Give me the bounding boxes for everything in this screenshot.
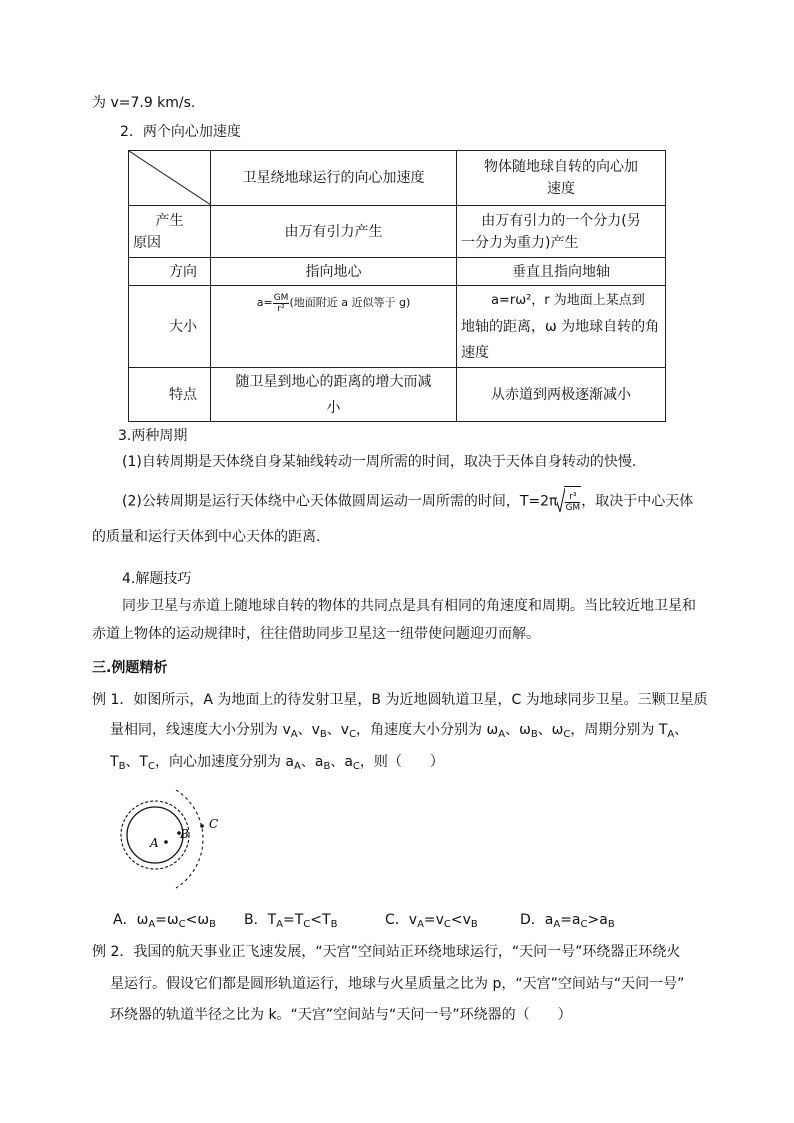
row-label-feature: 特点: [129, 368, 211, 422]
example2-line1: 例 2．我国的航天事业正飞速发展，“天宫”空间站正环绕地球运行，“天问一号”环绕器正环绕火: [92, 944, 681, 960]
example1-line2: 量相同，线速度大小分别为 $v_A$、$v_B$、$v_C$，角速度大小分别为 $\omega_A$、$\omega_B$、$\omega_C$，周期分别为 $T_A$、: [110, 722, 689, 740]
row-label-direction: 方向: [129, 258, 211, 286]
example1-line3: $T_B$、$T_C$，向心加速度分别为 $a_A$、$a_B$、$a_C$，则（ ）: [110, 754, 444, 772]
label-b: B: [180, 827, 189, 841]
option-b[interactable]: B．$T_A=T_C<T_B$: [244, 912, 338, 930]
paragraph-orbital-period: (2)公转周期是运行天体绕中心天体做圆周运动一周所需的时间，T=2π $\frac{\text{r³}}{GM}$ ，取决于中心天体: [122, 486, 693, 517]
direction-satellite: 指向地心: [211, 258, 457, 286]
section3-title: 3.两种周期: [118, 428, 188, 444]
row-label-magnitude: 大小: [129, 286, 211, 368]
section2-title: 2．两个向心加速度: [120, 124, 241, 140]
feature-satellite: 随卫星到地心的距离的增大而减 小: [211, 368, 457, 422]
cause-satellite: 由万有引力产生: [211, 206, 457, 258]
near-earth-orbit: [121, 801, 189, 869]
option-c[interactable]: C．$v_A=v_C<v_B$: [385, 912, 478, 930]
paragraph-rotation-period: (1)自转周期是天体绕自身某轴线转动一周所需的时间，取决于天体自身转动的快慢.: [122, 454, 637, 470]
row-label-cause: 产生 原因: [129, 206, 211, 258]
sqrt-formula: $\frac{\text{r³}}{GM}$: [557, 486, 581, 517]
intro-line: 为 v=7.9 km/s.: [92, 95, 196, 111]
label-a: A: [150, 836, 159, 850]
label-c: C: [209, 817, 219, 831]
diagonal-header-cell: [129, 151, 211, 206]
feature-rotation: 从赤道到两极逐渐减小: [457, 368, 666, 422]
diagonal-line: [129, 151, 211, 205]
magnitude-rotation: a=rω²，r 为地面上某点到 地轴的距离，ω 为地球自转的角 速度: [457, 286, 666, 368]
section4-title: 4.解题技巧: [122, 571, 192, 587]
heading-examples: 三.例题精析: [92, 660, 168, 676]
paragraph-orbital-period-cont: 的质量和运行天体到中心天体的距离.: [92, 529, 321, 545]
satellite-a-dot: [164, 840, 168, 844]
tip-line-2: 赤道上物体的运动规律时，往往借助同步卫星这一纽带使问题迎刃而解。: [92, 626, 540, 642]
example2-line3: 环绕器的轨道半径之比为 k。“天宫”空间站与“天问一号”环绕器的（ ）: [110, 1007, 572, 1023]
satellite-c-dot: [200, 824, 204, 828]
option-a[interactable]: A．$\omega_A=\omega_C<\omega_B$: [113, 912, 216, 930]
example1-line1: 例 1．如图所示，A 为地面上的待发射卫星，B 为近地圆轨道卫星，C 为地球同步卫星。三颗卫星质: [92, 692, 708, 708]
header-satellite: 卫星绕地球运行的向心加速度: [211, 151, 457, 206]
orbit-diagram: [110, 790, 240, 895]
example2-line2: 星运行。假设它们都是圆形轨道运行，地球与火星质量之比为 p，“天宫”空间站与“天问一号”: [110, 976, 685, 992]
earth-circle: [127, 807, 183, 863]
option-d[interactable]: D．$a_A=a_C>a_B$: [520, 912, 615, 930]
acceleration-table: [128, 150, 666, 422]
direction-rotation: 垂直且指向地轴: [457, 258, 666, 286]
tip-line-1: 同步卫星与赤道上随地球自转的物体的共同点是具有相同的角速度和周期。当比较近地卫星和: [122, 598, 696, 614]
cause-rotation: 由万有引力的一个分力(另 一分力为重力)产生: [457, 206, 666, 258]
header-rotation: 物体随地球自转的向心加 速度: [457, 151, 666, 206]
magnitude-satellite: a= $\frac{GM}{\text{r²}}$ (地面附近 a 近似等于 g): [211, 286, 457, 368]
